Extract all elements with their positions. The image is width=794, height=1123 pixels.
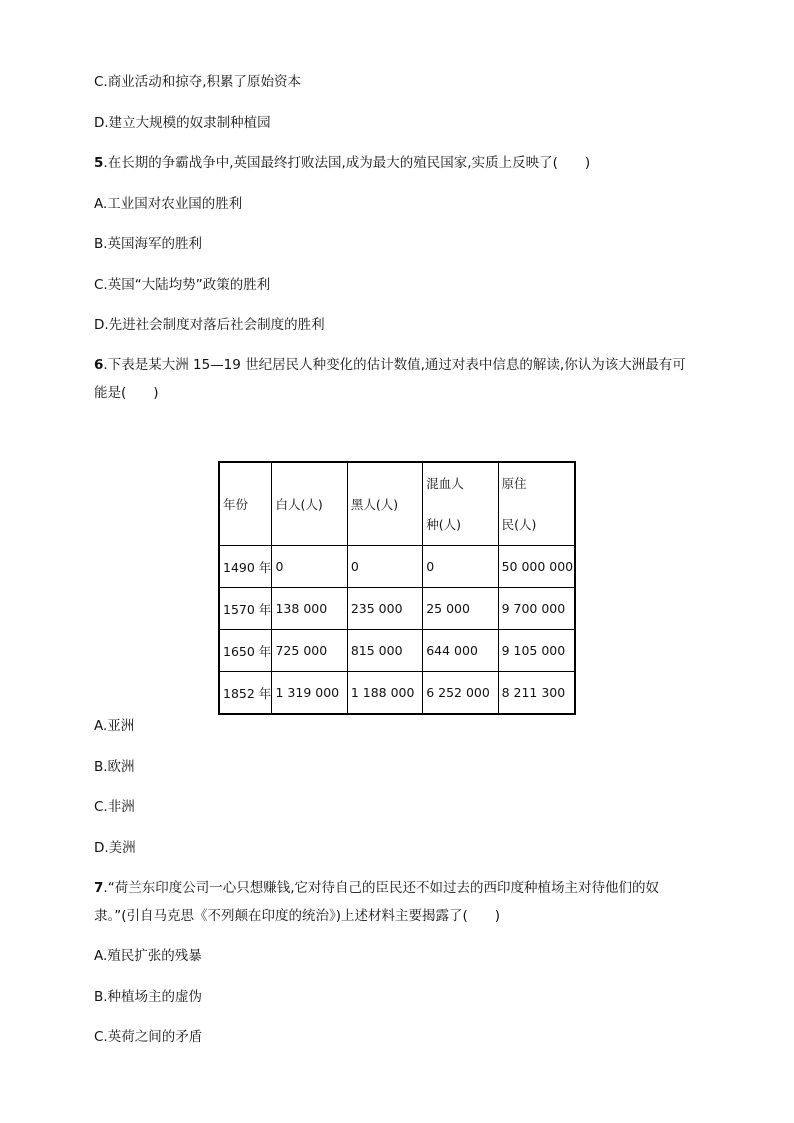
- option-7c: C.英荷之间的矛盾: [94, 1029, 203, 1045]
- option-7a: A.殖民扩张的残暴: [94, 948, 202, 964]
- header-native-line-1: 原住: [501, 476, 527, 491]
- cell-black: 235 000: [347, 588, 422, 630]
- cell-year: 1650 年: [219, 630, 272, 672]
- option-4d: D.建立大规模的奴隶制种植园: [94, 115, 271, 131]
- question-6-text-2: 能是( ): [94, 385, 159, 401]
- question-5-text: .在长期的争霸战争中,英国最终打败法国,成为最大的殖民国家,实质上反映了( ): [103, 155, 591, 171]
- header-white: 白人(人): [272, 462, 347, 546]
- header-mixed-line-1: 混血人: [426, 476, 464, 491]
- question-7: [94, 878, 659, 898]
- header-year: 年份: [219, 462, 272, 546]
- cell-mixed: 6 252 000: [423, 672, 498, 715]
- question-7-text-1: .“荷兰东印度公司一心只想赚钱,它对待自己的臣民还不如过去的西印度种植场主对待他们的奴: [103, 880, 659, 896]
- cell-mixed: 25 000: [423, 588, 498, 630]
- option-5c: C.英国“大陆均势”政策的胜利: [94, 277, 271, 293]
- table-row: [219, 630, 575, 672]
- option-6d: D.美洲: [94, 840, 136, 856]
- cell-black: 1 188 000: [347, 672, 422, 715]
- option-5a: A.工业国对农业国的胜利: [94, 196, 243, 212]
- header-mixed-line-2: 种(人): [426, 517, 461, 532]
- cell-white: 1 319 000: [272, 672, 347, 715]
- cell-mixed: 0: [423, 546, 498, 588]
- cell-black: 0: [347, 546, 422, 588]
- question-6-text-1: .下表是某大洲 15—19 世纪居民人种变化的估计数值,通过对表中信息的解读,你认为该大洲最有可: [103, 357, 686, 373]
- cell-year: 1570 年: [219, 588, 272, 630]
- option-6a: A.亚洲: [94, 718, 135, 734]
- cell-white: 0: [272, 546, 347, 588]
- cell-black: 815 000: [347, 630, 422, 672]
- table-header-row: [219, 462, 575, 546]
- option-5d: D.先进社会制度对落后社会制度的胜利: [94, 317, 325, 333]
- header-mixed: [423, 462, 498, 546]
- option-5b: B.英国海军的胜利: [94, 236, 203, 252]
- question-5-number: 5: [94, 155, 104, 171]
- table-row: [219, 546, 575, 588]
- header-black: 黑人(人): [347, 462, 422, 546]
- cell-native: 9 700 000: [498, 588, 575, 630]
- cell-white: 725 000: [272, 630, 347, 672]
- option-7b: B.种植场主的虚伪: [94, 989, 203, 1005]
- question-6-number: 6: [94, 357, 104, 373]
- population-table: [218, 461, 576, 715]
- question-5: [94, 153, 590, 173]
- question-7-text-2: 隶。”(引自马克思《不列颠在印度的统治》)上述材料主要揭露了( ): [94, 908, 501, 924]
- table-row: [219, 672, 575, 715]
- cell-mixed: 644 000: [423, 630, 498, 672]
- question-6: [94, 355, 686, 375]
- header-native-line-2: 民(人): [501, 517, 537, 532]
- cell-native: 9 105 000: [498, 630, 575, 672]
- option-6b: B.欧洲: [94, 759, 135, 775]
- header-native: [498, 462, 575, 546]
- table-row: [219, 588, 575, 630]
- option-4c: C.商业活动和掠夺,积累了原始资本: [94, 74, 302, 90]
- cell-year: 1490 年: [219, 546, 272, 588]
- cell-year: 1852 年: [219, 672, 272, 715]
- cell-white: 138 000: [272, 588, 347, 630]
- cell-native: 50 000 000: [498, 546, 575, 588]
- cell-native: 8 211 300: [498, 672, 575, 715]
- question-7-number: 7: [94, 880, 104, 896]
- option-6c: C.非洲: [94, 799, 135, 815]
